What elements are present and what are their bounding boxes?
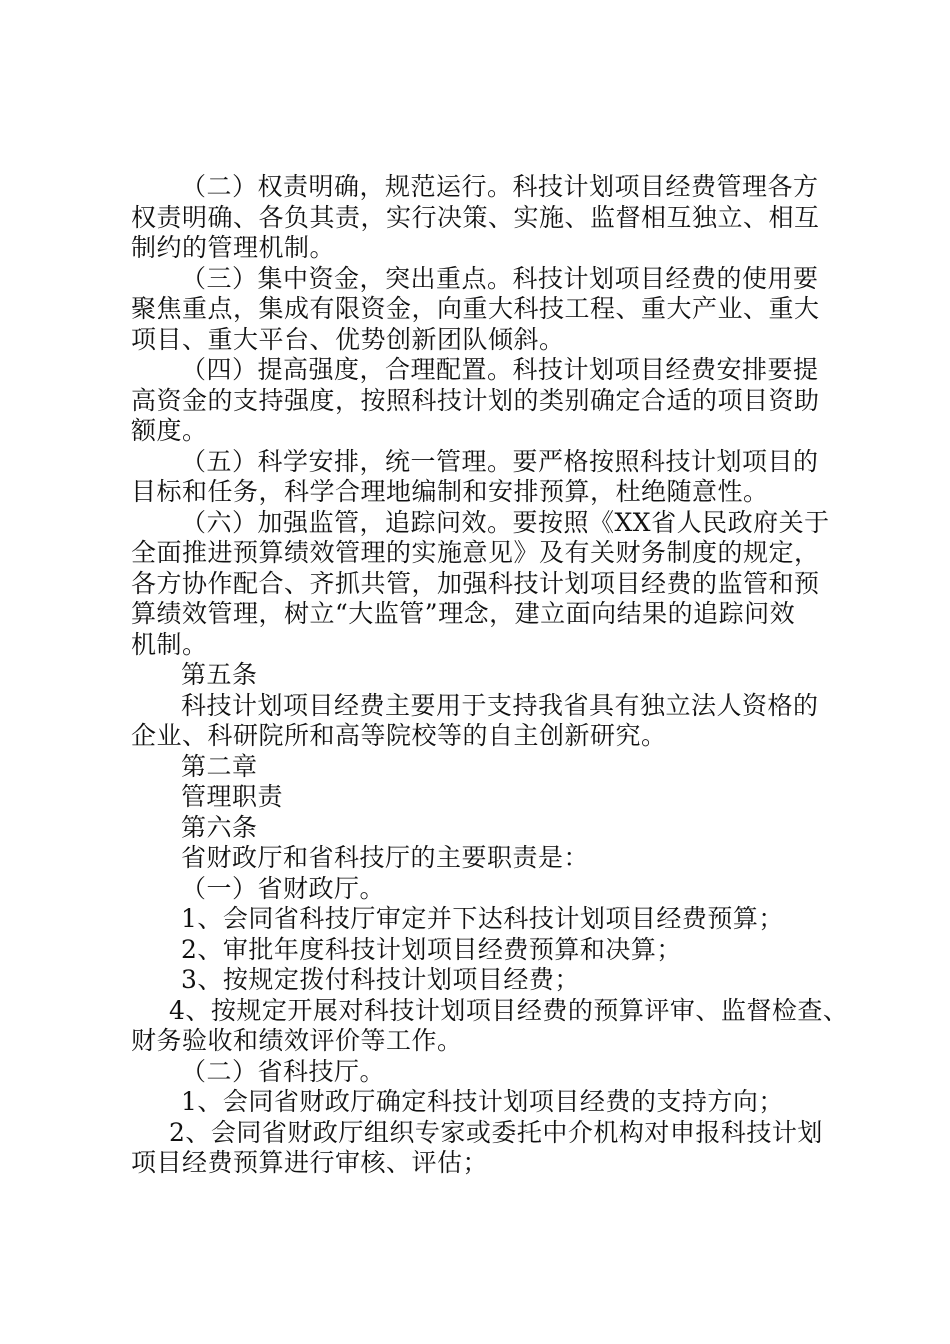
text-line: 省财政厅和省科技厅的主要职责是： — [181, 843, 590, 872]
text-line: （五）科学安排，统一管理。要严格按照科技计划项目的 — [181, 446, 819, 476]
list-item: 2、会同省财政厅组织专家或委托中介机构对申报科技计划 — [169, 1117, 823, 1147]
list-item: 3、按规定拨付科技计划项目经费； — [181, 965, 580, 994]
text-line: （二）权责明确，规范运行。科技计划项目经费管理各方 — [181, 172, 819, 201]
text-line: 权责明确、各负其责，实行决策、实施、监督相互独立、相互 — [131, 202, 820, 232]
chapter-heading: 第二章 — [181, 751, 258, 781]
text-line: 聚焦重点，集成有限资金，向重大科技工程、重大产业、重大 — [131, 294, 820, 323]
text-line: 算绩效管理，树立“大监管”理念，建立面向结果的追踪问效 — [131, 599, 796, 628]
text-line: 机制。 — [131, 629, 208, 659]
list-item: 1、会同省财政厅确定科技计划项目经费的支持方向； — [181, 1087, 784, 1116]
section-heading: （二）省科技厅。 — [181, 1056, 386, 1086]
text-line: 财务验收和绩效评价等工作。 — [131, 1026, 463, 1055]
text-line: 额度。 — [131, 416, 208, 445]
list-item: 1、会同省科技厅审定并下达科技计划项目经费预算； — [181, 904, 784, 933]
text-line: （四）提高强度，合理配置。科技计划项目经费安排要提 — [181, 355, 819, 384]
text-line: 科技计划项目经费主要用于支持我省具有独立法人资格的 — [181, 690, 819, 720]
text-line: 全面推进预算绩效管理的实施意见》及有关财务制度的规定， — [131, 538, 820, 567]
text-line: 项目、重大平台、优势创新团队倾斜。 — [131, 324, 565, 354]
text-line: 制约的管理机制。 — [131, 233, 336, 262]
text-line: （三）集中资金，突出重点。科技计划项目经费的使用要 — [181, 263, 819, 293]
article-heading: 第六条 — [181, 812, 258, 842]
list-item: 4、按规定开展对科技计划项目经费的预算评审、监督检查、 — [169, 995, 849, 1025]
document-body — [131, 172, 849, 1179]
text-line: （六）加强监管，追踪问效。要按照《XX省人民政府关于 — [181, 507, 830, 537]
article-heading: 第五条 — [181, 660, 258, 689]
chapter-title: 管理职责 — [181, 782, 284, 811]
text-line: 高资金的支持强度，按照科技计划的类别确定合适的项目资助 — [131, 385, 820, 415]
list-item: 2、审批年度科技计划项目经费预算和决算； — [181, 934, 682, 964]
text-line: 目标和任务，科学合理地编制和安排预算，杜绝随意性。 — [131, 477, 769, 506]
text-line: 各方协作配合、齐抓共管，加强科技计划项目经费的监管和预 — [131, 568, 820, 598]
text-line: 企业、科研院所和高等院校等的自主创新研究。 — [131, 721, 667, 750]
text-line: 项目经费预算进行审核、评估； — [131, 1148, 489, 1177]
section-heading: （一）省财政厅。 — [181, 873, 386, 903]
